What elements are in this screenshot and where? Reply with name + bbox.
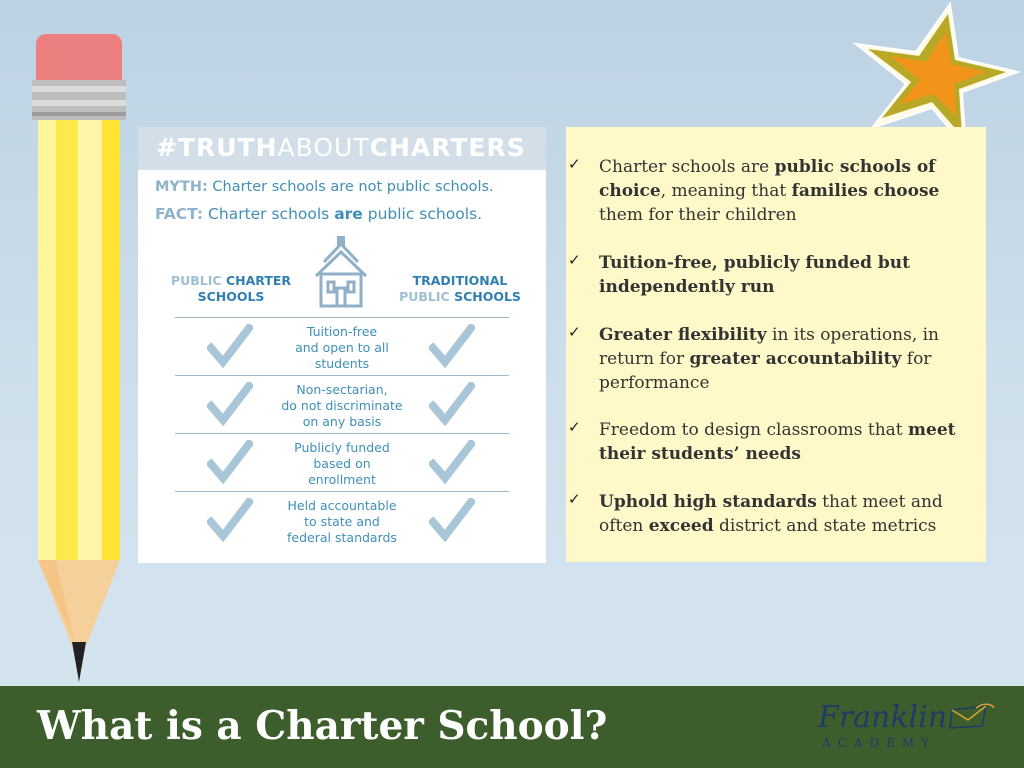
checkmark-icon xyxy=(207,498,253,542)
row-line: enrollment xyxy=(308,472,376,487)
text-run-bold: families choose xyxy=(791,181,940,201)
col-right-light: PUBLIC xyxy=(399,289,455,304)
col-left-line2: SCHOOLS xyxy=(197,289,265,304)
row-line: based on xyxy=(313,456,371,471)
text-run: in its operations, in return for xyxy=(599,325,940,369)
text-run: that meet and often xyxy=(599,492,943,536)
fact-text-post: public schools. xyxy=(362,205,482,223)
row-criterion xyxy=(269,382,415,430)
checkmark-icon xyxy=(207,382,253,426)
fact-text-pre: Charter schools xyxy=(208,205,335,223)
text-run: Charter schools are xyxy=(599,157,775,177)
checkmark-icon xyxy=(207,440,253,484)
col-left-light: PUBLIC xyxy=(170,273,226,288)
franklin-academy-logo xyxy=(818,700,998,756)
text-run-bold: exceed xyxy=(648,516,714,536)
row-line: on any basis xyxy=(302,414,382,429)
bullet-text xyxy=(599,418,979,466)
table-row xyxy=(175,375,509,433)
text-run-bold: Greater flexibility xyxy=(599,325,767,345)
column-header-charter xyxy=(166,273,296,305)
row-line: and open to all xyxy=(295,340,389,355)
table-row xyxy=(175,491,509,549)
text-run-bold: greater accountability xyxy=(689,349,902,369)
slide-title: What is a Charter School? xyxy=(37,703,608,749)
text-run-bold: meet their students’ needs xyxy=(599,420,956,464)
table-row xyxy=(175,433,509,491)
row-line: Tuition-free xyxy=(306,324,378,339)
text-run-bold: Tuition-free, publicly funded but independently run xyxy=(599,253,911,297)
row-line: to state and xyxy=(304,514,380,529)
row-criterion xyxy=(269,440,415,488)
checkmark-icon xyxy=(429,498,475,542)
schoolhouse-icon xyxy=(310,232,372,310)
fact-statement xyxy=(155,205,482,223)
row-criterion xyxy=(269,498,415,546)
myth-statement xyxy=(155,179,494,195)
truth-about-charters-infographic xyxy=(138,127,546,563)
banner-text-charters: CHARTERS xyxy=(369,133,526,162)
text-run: district and state metrics xyxy=(713,516,937,536)
text-run-bold: public schools of choice xyxy=(599,157,936,201)
col-right-bold: SCHOOLS xyxy=(454,289,521,304)
bullet-text xyxy=(599,155,979,227)
myth-label: MYTH: xyxy=(155,179,208,195)
comparison-table xyxy=(175,317,509,549)
fact-text-emphasis: are xyxy=(334,205,363,223)
row-line: federal standards xyxy=(287,530,397,545)
charter-features-panel xyxy=(566,127,986,562)
col-left-bold: CHARTER xyxy=(225,273,292,288)
fact-label: FACT: xyxy=(155,205,204,223)
checkmark-bullet-icon: ✓ xyxy=(568,251,581,269)
checkmark-icon xyxy=(429,324,475,368)
checkmark-icon xyxy=(429,382,475,426)
row-criterion xyxy=(269,324,415,372)
row-line: Non-sectarian, xyxy=(296,382,388,397)
logo-name: Franklin xyxy=(818,700,948,735)
row-line: do not discriminate xyxy=(281,398,403,413)
bullet-text xyxy=(599,251,979,299)
row-line: students xyxy=(314,356,370,371)
row-line: Publicly funded xyxy=(294,440,390,455)
footer-bar xyxy=(0,686,1024,768)
infographic-banner xyxy=(138,127,546,170)
banner-text-about: ABOUT xyxy=(277,133,370,162)
bullet-text xyxy=(599,490,979,538)
myth-text: Charter schools are not public schools. xyxy=(212,179,494,195)
column-header-traditional xyxy=(390,273,530,305)
bullet-text xyxy=(599,323,979,395)
text-run: for performance xyxy=(599,349,932,393)
banner-text-truth: #TRUTH xyxy=(156,133,278,162)
checkmark-bullet-icon: ✓ xyxy=(568,490,581,508)
text-run: , meaning that xyxy=(660,181,792,201)
table-row xyxy=(175,317,509,375)
text-run: them for their children xyxy=(599,205,797,225)
checkmark-icon xyxy=(207,324,253,368)
checkmark-bullet-icon: ✓ xyxy=(568,323,581,341)
checkmark-bullet-icon: ✓ xyxy=(568,155,581,173)
pencil-icon xyxy=(30,34,128,684)
row-line: Held accountable xyxy=(287,498,397,513)
checkmark-bullet-icon: ✓ xyxy=(568,418,581,436)
text-run: Freedom to design classrooms that xyxy=(599,420,909,440)
envelope-flourish-icon xyxy=(946,702,996,732)
logo-subtitle: ACADEMY xyxy=(822,736,937,750)
checkmark-icon xyxy=(429,440,475,484)
text-run-bold: Uphold high standards xyxy=(599,492,817,512)
col-right-line1: TRADITIONAL xyxy=(412,273,508,288)
